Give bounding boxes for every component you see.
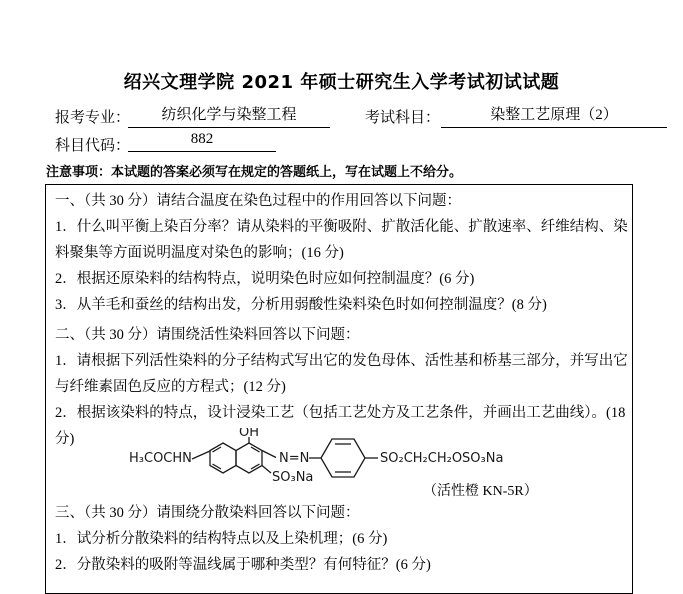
- reactive-chain-label: SO₂CH₂CH₂OSO₃Na: [380, 451, 504, 466]
- code-label: 科目代码：: [55, 138, 131, 154]
- section3-item2: 2．分散染料的吸附等温线属于哪种类型？有何特征？(6 分): [55, 557, 431, 573]
- naphthalene-left-ring: [210, 443, 236, 473]
- section2-item1-line1: 1．请根据下列活性染料的分子结构式写出它的发色母体、活性基和桥基三部分，并写出它: [55, 353, 628, 369]
- subject-value: 染整工艺原理（2）: [441, 103, 667, 128]
- section1-header: 一、（共 30 分）请结合温度在染色过程中的作用回答以下问题：: [55, 193, 461, 209]
- section3-header: 三、（共 30 分）请围绕分散染料回答以下问题：: [55, 505, 360, 521]
- sulfonate-group-label: SO₃Na: [272, 470, 314, 485]
- section1-item2: 2．根据还原染料的结构特点，说明染色时应如何控制温度？(6 分): [55, 271, 475, 287]
- major-label: 报考专业：: [55, 110, 131, 126]
- section2-item1-line2: 与纤维素固色反应的方程式；(12 分): [55, 379, 286, 395]
- naphthalene-right-ring: [236, 443, 262, 473]
- benzene-ring: [321, 439, 365, 477]
- acetylamino-group-label: H₃COCHN: [129, 451, 192, 466]
- dye-name-label: （活性橙 KN-5R）: [423, 484, 538, 499]
- dye-structure-drawing: [101, 428, 561, 516]
- section2-item2-line2: 分): [55, 431, 75, 447]
- notice-line: 注意事项：本试题的答案必须写在规定的答题纸上，写在试题上不给分。: [46, 165, 463, 180]
- section2-header: 二、（共 30 分）请围绕活性染料回答以下问题：: [55, 327, 360, 343]
- section1-item1-line1: 1．什么叫平衡上染百分率？请从染料的平衡吸附、扩散活化能、扩散速率、纤维结构、染: [55, 219, 628, 235]
- azo-group-label: N=N: [279, 451, 310, 466]
- section2-item2-line1: 2．根据该染料的特点，设计浸染工艺（包括工艺处方及工艺条件，并画出工艺曲线）。(18: [55, 405, 626, 421]
- page-title: 绍兴文理学院 2021 年硕士研究生入学考试初试试题: [123, 72, 560, 93]
- question-box: [45, 184, 633, 594]
- subject-label: 考试科目：: [365, 110, 441, 126]
- section1-item3: 3．从羊毛和蚕丝的结构出发，分析用弱酸性染料染色时如何控制温度？(8 分): [55, 297, 547, 313]
- dye-structure-figure: [101, 428, 626, 499]
- section3-item1: 1．试分析分散染料的结构特点以及上染机理；(6 分): [55, 531, 388, 547]
- code-value: 882: [128, 131, 276, 152]
- major-value: 纺织化学与染整工程: [128, 103, 330, 128]
- hydroxyl-group-label: OH: [238, 428, 260, 440]
- section1-item1-line2: 料聚集等方面说明温度对染色的影响；(16 分): [55, 245, 344, 261]
